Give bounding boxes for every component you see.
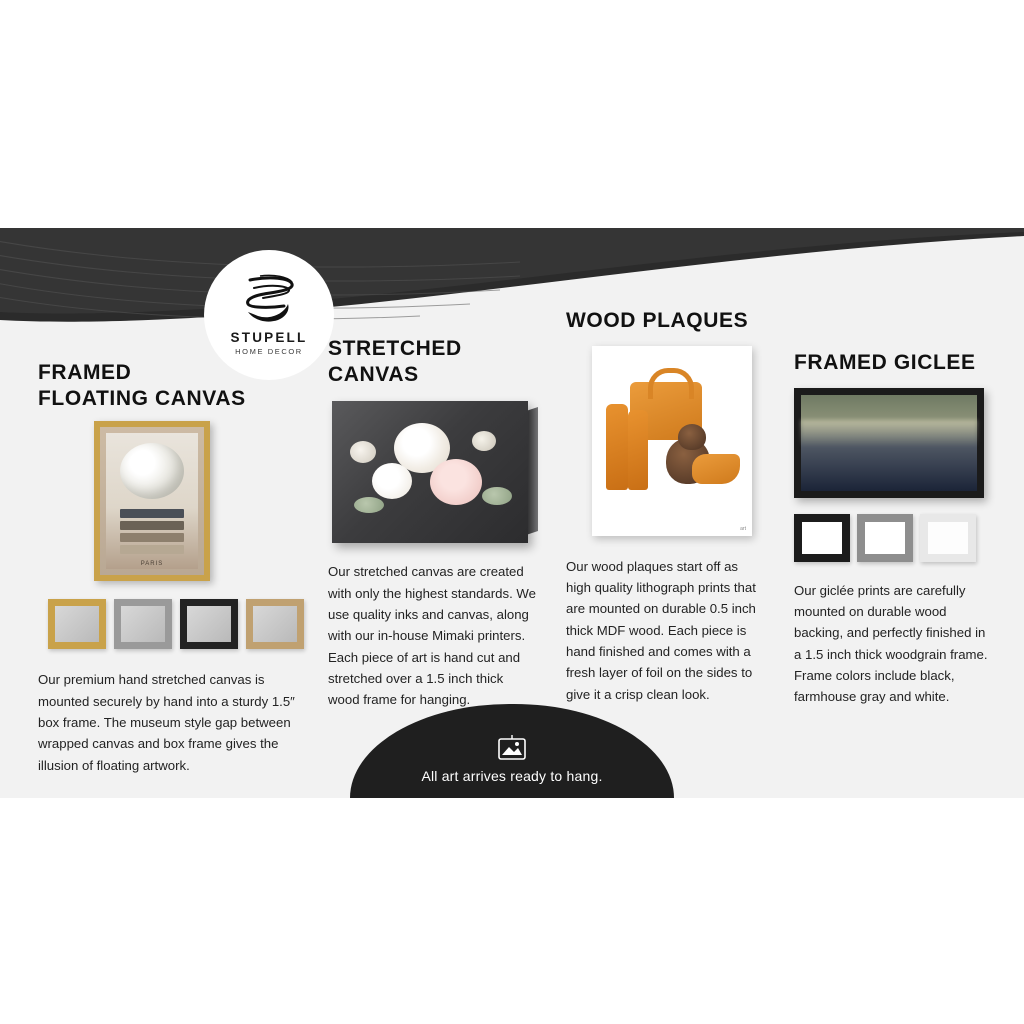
product-info-banner bbox=[0, 228, 1024, 798]
stretched-canvas-artwork bbox=[332, 401, 528, 543]
top-swoosh-decoration bbox=[0, 228, 1024, 348]
section-title-line1: FRAMED bbox=[38, 361, 132, 384]
wood-plaque-artwork bbox=[592, 346, 752, 536]
section-title-line1: FRAMED GICLEE bbox=[794, 351, 976, 374]
section-description: Our giclée prints are carefully mounted on durable wood backing, and perfectly finished in a 1.5 inch thick woodgrain frame. Frame colors include black, farmhouse gray and white. bbox=[794, 582, 988, 705]
brand-tagline: HOME DECOR bbox=[235, 347, 303, 356]
section-title bbox=[794, 350, 992, 376]
giclee-frame-samples bbox=[794, 514, 992, 562]
artwork-signature: art bbox=[740, 525, 746, 532]
ready-to-hang-ribbon bbox=[350, 704, 674, 798]
black-woodgrain-sample[interactable] bbox=[794, 514, 850, 562]
section-description: Our wood plaques start off as high quality lithograph prints that are mounted on durable 0.5 inch thick MDF wood. Each piece is hand finished and comes with a fresh layer of foil on the sides to give it a crisp clean look. bbox=[566, 558, 756, 702]
brand-name: STUPELL bbox=[230, 330, 308, 345]
brand-logo bbox=[204, 250, 334, 380]
section-title-line2: FLOATING CANVAS bbox=[38, 386, 246, 410]
section-stretched-canvas bbox=[328, 336, 538, 711]
white-woodgrain-sample[interactable] bbox=[920, 514, 976, 562]
section-title bbox=[566, 308, 766, 334]
section-description: Our premium hand stretched canvas is mounted securely by hand into a sturdy 1.5″ box frame. The museum style gap between wrapped canvas and box frame gives the illusion of floating artwork. bbox=[38, 672, 295, 773]
section-framed-floating-canvas bbox=[38, 360, 308, 776]
section-title-line2: CANVAS bbox=[328, 362, 419, 386]
frame-color-swatches bbox=[48, 599, 308, 649]
framed-picture-icon bbox=[495, 734, 529, 762]
ribbon-text: All art arrives ready to hang. bbox=[421, 768, 603, 784]
black-frame-swatch[interactable] bbox=[180, 599, 238, 649]
section-title-line1: STRETCHED bbox=[328, 337, 462, 360]
gold-frame-swatch[interactable] bbox=[48, 599, 106, 649]
framed-floating-canvas-artwork bbox=[94, 421, 210, 581]
section-title-line1: WOOD PLAQUES bbox=[566, 309, 749, 332]
framed-giclee-artwork bbox=[794, 388, 984, 498]
stupell-swoosh-icon bbox=[240, 274, 298, 328]
gray-frame-swatch[interactable] bbox=[114, 599, 172, 649]
section-title bbox=[328, 336, 538, 387]
farmhouse-gray-sample[interactable] bbox=[857, 514, 913, 562]
section-description: Our stretched canvas are created with only the highest standards. We use quality inks and canvas, along with our in-house Mimaki printers. Each piece of art is hand cut and stretched over a 1.5 inch thick wood frame for hanging. bbox=[328, 564, 536, 708]
section-framed-giclee bbox=[794, 350, 992, 708]
artwork-caption: PARIS bbox=[140, 561, 164, 568]
oak-frame-swatch[interactable] bbox=[246, 599, 304, 649]
section-wood-plaques bbox=[566, 308, 766, 705]
